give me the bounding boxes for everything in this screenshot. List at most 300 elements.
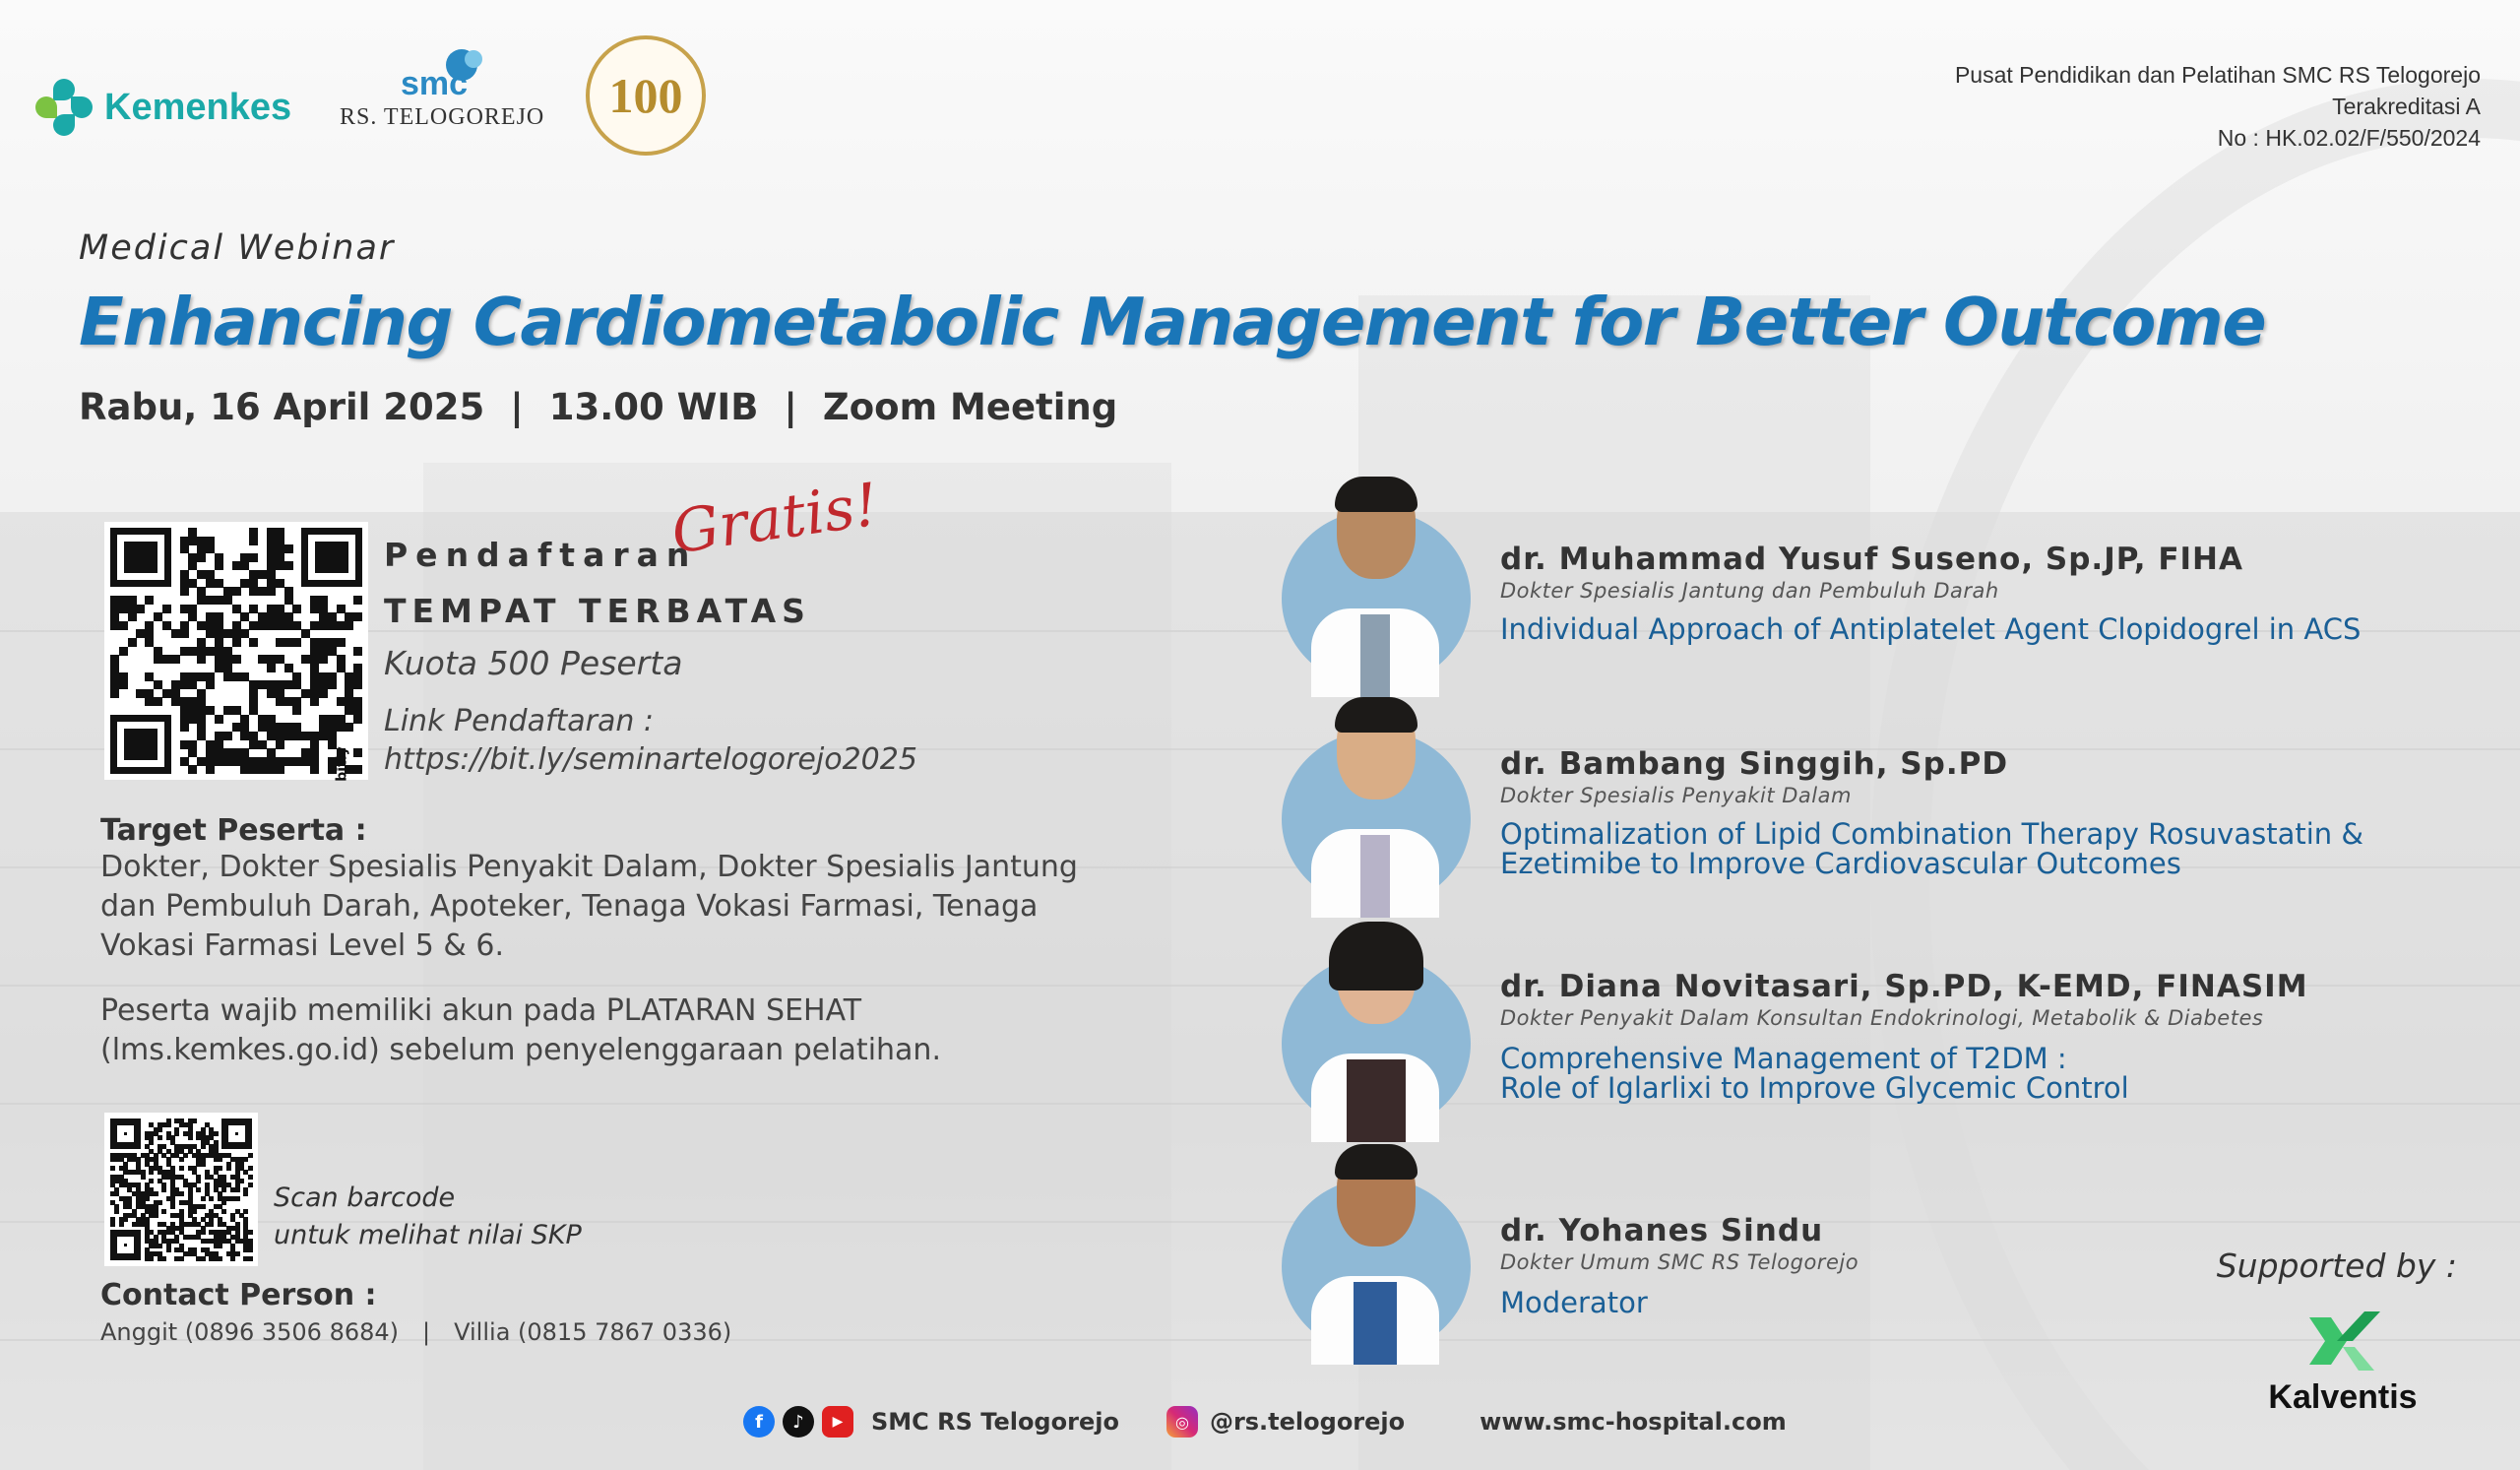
qr-module [223,757,232,766]
qr-module [179,1157,184,1162]
qr-module [292,605,301,613]
target-label: Target Peserta : [100,813,367,848]
qr-module [353,596,362,605]
qr-module [188,647,197,656]
qr-module [206,765,215,774]
anniversary-number: 100 [608,68,683,123]
qr-module [206,680,215,689]
qr-module [180,723,189,732]
qr-module [337,697,346,706]
quota: Kuota 500 Peserta [384,644,683,682]
qr-module [180,647,189,656]
accreditation-line2: Terakreditasi A [2332,94,2481,119]
account-note: Peserta wajib memiliki akun pada PLATARAN SEHAT (lms.kemkes.go.id) sebelum penyelenggaraan pelatihan. [100,993,941,1067]
qr-module [292,680,301,689]
contact-label: Contact Person : [100,1278,377,1312]
qr-bitly-mark: bitly [334,746,350,782]
qr-module [179,1166,184,1171]
separator: | [784,386,797,428]
registration-link-label: Link Pendaftaran : [384,704,655,738]
tiktok-icon[interactable]: ♪ [783,1406,814,1438]
qr-module [240,579,249,588]
speaker-role: Dokter Spesialis Jantung dan Pembuluh Darah [1500,579,1999,603]
youtube-icon[interactable]: ▶ [822,1406,853,1438]
qr-module [145,1196,150,1201]
qr-module [267,689,276,698]
qr-module [206,596,215,605]
accreditation-line3: No : HK.02.02/F/550/2024 [2217,125,2481,151]
qr-module [179,1191,184,1196]
qr-module [249,553,258,562]
smc-word: smc [401,65,469,100]
qr-module [128,638,137,647]
qr-module [149,1140,154,1145]
qr-module [345,706,353,715]
qr-module [149,1179,154,1183]
qr-module [284,544,293,553]
qr-module [188,715,197,724]
qr-module [232,757,241,766]
qr-module [215,561,223,570]
qr-module [136,605,145,613]
speaker-name: dr. Yohanes Sindu [1500,1213,1824,1248]
qr-module [284,638,293,647]
qr-module [110,1166,115,1171]
qr-module [267,765,276,774]
qr-module [161,1187,166,1192]
qr-module [119,647,128,656]
speaker-name: dr. Bambang Singgih, Sp.PD [1500,746,2009,782]
qr-module [284,621,293,630]
qr-module [240,765,249,774]
kalventis-name: Kalventis [2268,1378,2418,1416]
qr-module [276,561,284,570]
smc-swirl-icon [393,45,491,100]
qr-module [188,748,197,757]
qr-module [292,732,301,740]
qr-module [154,612,162,621]
contact-person-1: Anggit (0896 3506 8684) [100,1318,400,1346]
kalventis-logo [2254,1308,2431,1417]
qr-module [276,740,284,749]
qr-module [301,757,310,766]
qr-module [180,680,189,689]
target-text: Dokter, Dokter Spesialis Penyakit Dalam, Dokter Spesialis Jantung dan Pembuluh Darah, Apoteker, Tenaga Vokasi Farmasi, Tenaga Vokasi Farmasi Level 5 & 6. [100,850,1078,963]
qr-module [158,1244,162,1248]
qr-module [223,706,232,715]
speaker-photo [1280,926,1473,1132]
qr-module [249,706,258,715]
qr-module [243,1191,248,1196]
qr-module [119,680,128,689]
qr-module [353,612,362,621]
qr-module [170,1204,175,1209]
qr-module [136,629,145,638]
qr-module [154,1213,158,1218]
speaker-card [1280,480,2500,687]
qr-module [192,1209,197,1214]
qr-module [174,1131,179,1136]
qr-module [337,605,346,613]
qr-module [215,664,223,672]
qr-module [221,1200,226,1205]
qr-module [292,757,301,766]
qr-module [161,1256,166,1261]
qr-module [284,757,293,766]
qr-module [171,697,180,706]
qr-module [188,579,197,588]
speaker-name: dr. Muhammad Yusuf Suseno, Sp.JP, FIHA [1500,542,2243,577]
speaker-role: Dokter Penyakit Dalam Konsultan Endokrinologi, Metabolik & Diabetes [1500,1006,2264,1030]
qr-module [154,1191,158,1196]
qr-module [180,544,189,553]
qr-module [209,1222,214,1227]
qr-module [215,757,223,766]
qr-module [235,1251,240,1256]
qr-module [249,605,258,613]
registration-link[interactable]: https://bit.ly/seminartelogorejo2025 [384,742,917,777]
skp-line1: Scan barcode [274,1182,456,1213]
kemenkes-logo-mark [35,79,93,136]
qr-module [180,629,189,638]
smc-hospital-name: RS. TELOGOREJO [340,104,545,130]
qr-finder [110,528,171,587]
qr-finder [110,1118,141,1149]
qr-module [258,680,267,689]
qr-module [166,1247,171,1252]
qr-module [158,1135,162,1140]
qr-module [197,596,206,605]
qr-module [171,655,180,664]
qr-module [206,706,215,715]
registration-qr-code[interactable] [104,522,368,780]
qr-module [215,596,223,605]
qr-module [136,689,145,698]
qr-module [240,629,249,638]
qr-module [267,587,276,596]
qr-module [310,765,319,774]
qr-module [232,561,241,570]
qr-module [243,1209,248,1214]
speaker-card [1280,926,2500,1132]
qr-module [258,723,267,732]
speaker-role: Dokter Spesialis Penyakit Dalam [1500,784,1852,807]
qr-finder [221,1118,252,1149]
qr-module [239,1179,244,1183]
qr-module [235,1196,240,1201]
qr-module [188,537,197,545]
qr-module [179,1256,184,1261]
qr-module [114,1209,119,1214]
qr-module [258,740,267,749]
qr-module [276,621,284,630]
qr-finder [110,1230,141,1260]
qr-module [145,672,154,681]
qr-module [301,655,310,664]
qr-module [232,655,241,664]
qr-module [240,672,249,681]
qr-module [301,689,310,698]
qr-module [162,655,171,664]
qr-module [232,706,241,715]
qr-module [180,587,189,596]
qr-module [218,1256,222,1261]
qr-module [206,579,215,588]
skp-line2: untuk melihat nilai SKP [274,1220,582,1250]
qr-module [249,638,258,647]
qr-module [292,638,301,647]
qr-module [201,1230,206,1235]
qr-module [249,537,258,545]
speaker-card [1280,701,2500,908]
kemenkes-logo [35,79,291,136]
qr-module [223,596,232,605]
qr-module [345,621,353,630]
qr-module [310,697,319,706]
qr-module [284,697,293,706]
qr-module [353,715,362,724]
qr-module [328,647,337,656]
instagram-handle[interactable]: @rs.telogorejo [1209,1408,1406,1436]
qr-module [188,612,197,621]
qr-module [243,1157,248,1162]
qr-module [183,1153,188,1158]
speaker-photo [1280,480,1473,687]
qr-module [353,647,362,656]
qr-module [235,1187,240,1192]
qr-module [206,629,215,638]
qr-module [110,1222,115,1227]
speaker-topic-line2: Ezetimibe to Improve Cardiovascular Outcomes [1500,847,2181,880]
qr-module [166,1122,171,1127]
qr-module [353,680,362,689]
qr-module [201,1196,206,1201]
qr-module [284,664,293,672]
qr-module [188,765,197,774]
speaker-topic: Moderator [1500,1286,1648,1319]
limited-seats: TEMPAT TERBATAS [384,592,811,630]
qr-module [223,672,232,681]
speaker-photo [1280,1148,1473,1355]
qr-module [258,587,267,596]
qr-module [188,561,197,570]
qr-module [267,621,276,630]
qr-module [149,1170,154,1175]
qr-module [248,1256,253,1261]
qr-module [258,621,267,630]
qr-module [218,1157,222,1162]
qr-module [119,621,128,630]
qr-module [310,621,319,630]
speaker-name: dr. Diana Novitasari, Sp.PD, K-EMD, FINASIM [1500,969,2308,1004]
speaker-topic-line1: Comprehensive Management of T2DM : [1500,1042,2067,1075]
qr-module [310,605,319,613]
separator: | [422,1318,431,1346]
free-label: Gratis! [667,470,883,568]
qr-module [276,579,284,588]
event-venue: Zoom Meeting [822,386,1118,428]
qr-module [258,570,267,579]
qr-module [215,715,223,724]
anniversary-100-logo [586,35,706,156]
qr-module [328,680,337,689]
qr-module [141,1175,146,1180]
qr-module [284,732,293,740]
kalventis-mark-icon [2303,1308,2382,1376]
qr-module [319,732,328,740]
event-kicker: Medical Webinar [79,228,396,268]
qr-module [319,621,328,630]
accreditation-line1: Pusat Pendidikan dan Pelatihan SMC RS Telogorejo [1954,62,2481,88]
qr-module [284,561,293,570]
qr-module [119,605,128,613]
qr-module [284,680,293,689]
qr-module [221,1187,226,1192]
qr-module [345,723,353,732]
skp-instructions [274,1180,582,1254]
qr-module [248,1247,253,1252]
qr-module [197,570,206,579]
qr-module [232,672,241,681]
qr-module [223,629,232,638]
smc-logo [340,45,544,131]
qr-module [240,612,249,621]
speaker-role: Dokter Umum SMC RS Telogorejo [1500,1250,1859,1274]
qr-module [188,680,197,689]
qr-module [214,1131,219,1136]
event-date: Rabu, 16 April 2025 [79,386,485,428]
skp-qr-code[interactable] [104,1113,258,1266]
qr-module [209,1196,214,1201]
qr-finder [110,715,171,774]
kemenkes-name: Kemenkes [104,86,292,128]
qr-module [301,732,310,740]
qr-module [197,672,206,681]
qr-module [197,621,206,630]
qr-module [292,621,301,630]
qr-module [230,1256,235,1261]
event-time: 13.00 WIB [548,386,759,428]
speaker-photo [1280,701,1473,908]
qr-module [110,621,119,630]
qr-module [221,1209,226,1214]
qr-module [162,689,171,698]
qr-module [154,680,162,689]
contact-person [100,1278,731,1346]
qr-module [180,757,189,766]
qr-module [319,689,328,698]
qr-module [201,1204,206,1209]
qr-module [301,629,310,638]
qr-module [123,1217,128,1222]
qr-module [196,1187,201,1192]
contact-person-2: Villia (0815 7867 0336) [454,1318,732,1346]
qr-module [206,647,215,656]
social-name[interactable]: SMC RS Telogorejo [871,1408,1119,1436]
qr-module [249,765,258,774]
qr-module [196,1179,201,1183]
qr-module [353,765,362,774]
qr-module [249,587,258,596]
qr-module [145,697,154,706]
footer-social [743,1406,1787,1438]
speaker-topic-line1: Optimalization of Lipid Combination Therapy Rosuvastatin & [1500,817,2363,851]
qr-module [180,605,189,613]
qr-module [188,1135,193,1140]
qr-module [276,638,284,647]
qr-module [171,629,180,638]
website[interactable]: www.smc-hospital.com [1480,1408,1787,1436]
qr-module [128,612,137,621]
qr-module [218,1244,222,1248]
qr-module [197,553,206,562]
qr-module [284,596,293,605]
supported-by-label: Supported by : [2216,1246,2457,1285]
qr-module [197,655,206,664]
qr-module [226,1166,231,1171]
accreditation-info [1955,59,2481,154]
qr-module [232,587,241,596]
qr-module [162,605,171,613]
qr-module [149,1256,154,1261]
qr-module [337,638,346,647]
qr-module [232,638,241,647]
event-title: Enhancing Cardiometabolic Management for Better Outcome [79,284,2266,360]
qr-module [337,664,346,672]
qr-module [180,740,189,749]
contact-line [100,1318,731,1346]
qr-module [232,723,241,732]
qr-module [267,732,276,740]
qr-module [223,732,232,740]
qr-module [249,621,258,630]
qr-module [161,1209,166,1214]
qr-module [337,621,346,630]
qr-module [267,664,276,672]
facebook-icon[interactable]: f [743,1406,775,1438]
qr-module [206,544,215,553]
qr-module [197,757,206,766]
qr-module [240,561,249,570]
qr-module [119,1222,124,1227]
speaker-topic-line2: Role of Iglarlixi to Improve Glycemic Control [1500,1071,2129,1105]
qr-module [248,1230,253,1235]
qr-module [328,621,337,630]
qr-module [353,748,362,757]
registration-heading: Pendaftaran [384,536,698,574]
qr-module [248,1175,253,1180]
qr-module [201,1256,206,1261]
qr-module [201,1162,206,1167]
qr-module [292,706,301,715]
qr-module [154,655,162,664]
qr-module [158,1200,162,1205]
qr-module [248,1182,253,1187]
qr-module [154,697,162,706]
qr-module [215,579,223,588]
qr-module [162,621,171,630]
qr-module [276,765,284,774]
qr-module [232,605,241,613]
instagram-icon[interactable]: ◎ [1166,1406,1198,1438]
qr-finder [301,528,362,587]
qr-module [197,732,206,740]
qr-module [258,655,267,664]
qr-module [337,723,346,732]
qr-module [319,655,328,664]
qr-module [248,1153,253,1158]
qr-module [248,1166,253,1171]
